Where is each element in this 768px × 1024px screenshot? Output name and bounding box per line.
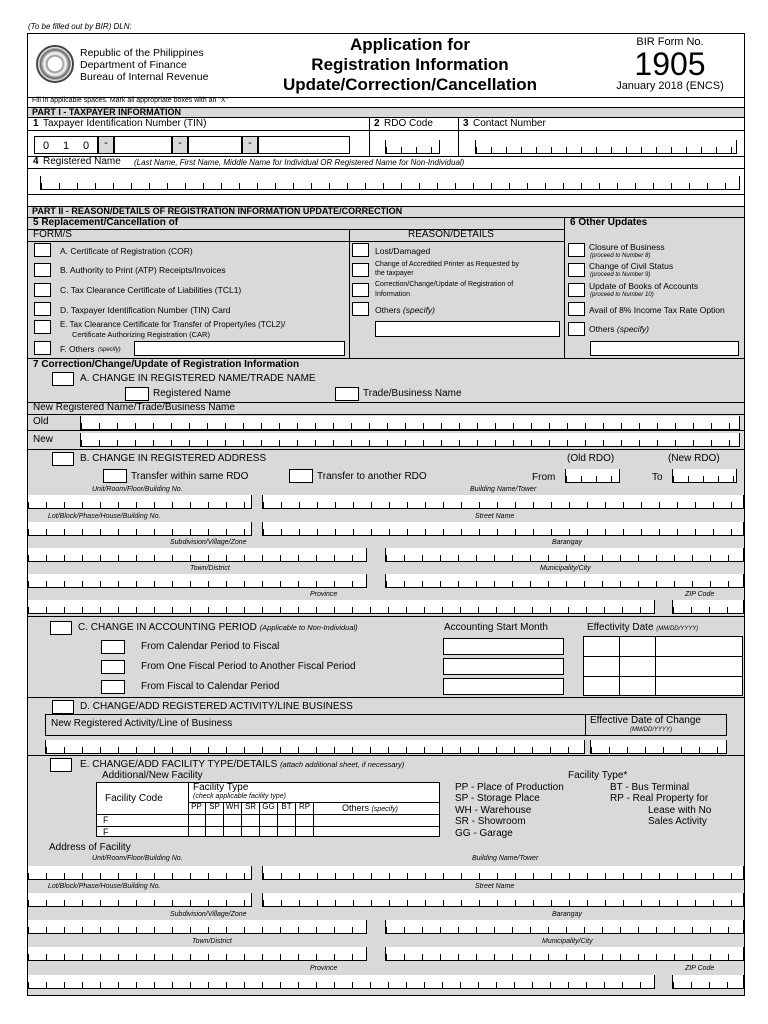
reason-others-specify: (specify) — [402, 305, 436, 315]
fiscal-to-calendar-label: From Fiscal to Calendar Period — [141, 681, 280, 692]
closure-checkbox[interactable] — [568, 243, 585, 257]
addr2-unit-input[interactable] — [27, 866, 252, 880]
new-rdo-label: (New RDO) — [668, 453, 720, 464]
addr1-lot-input[interactable] — [27, 522, 252, 536]
activity-eff-format: (MM/DD/YYYY) — [630, 727, 672, 733]
facility-legend-title: Facility Type* — [568, 770, 628, 781]
effectivity-format: (MM/DD/YYYY) — [656, 626, 699, 632]
legend-rp: RP - Real Property for — [610, 793, 709, 805]
change-facility-text: E. CHANGE/ADD FACILITY TYPE/DETAILS — [80, 759, 278, 770]
transfer-another-checkbox[interactable] — [289, 469, 313, 483]
change-facility-note: (attach additional sheet, if necessary) — [280, 760, 405, 769]
legend-rp-3: Sales Activity — [648, 816, 707, 828]
change-facility-title — [80, 759, 404, 770]
tin-digit-3: 0 — [83, 140, 90, 152]
legend-pp: PP - Place of Production — [455, 782, 564, 793]
closure-label: Closure of Business — [589, 242, 665, 252]
legend-rp-2: Lease with No — [648, 804, 712, 816]
form-e-label-2: Certificate Authorizing Registration (CAR) — [72, 330, 210, 339]
sec6-others-text: Others — [589, 324, 615, 334]
sec6-others-label — [589, 324, 649, 334]
addr2-subd-input[interactable] — [27, 920, 367, 934]
addr2-bldg-caption: Building Name/Tower — [472, 855, 539, 862]
facility-type-header: Facility Type — [193, 782, 249, 793]
reason-correction-label: Correction/Change/Update of Registration of — [375, 281, 514, 288]
name-number-label: 4 — [33, 156, 39, 167]
addr1-bldg-input[interactable] — [262, 495, 744, 509]
old-name-input[interactable] — [80, 416, 740, 430]
addr2-town-input[interactable] — [27, 947, 367, 961]
reason-correction-checkbox[interactable] — [352, 283, 369, 297]
new-rdo-input[interactable] — [672, 469, 737, 483]
form-f-specify: (specify) — [98, 347, 121, 353]
addr2-subd-caption: Subdivision/Village/Zone — [170, 911, 247, 918]
legend-sr: SR - Showroom — [455, 816, 526, 828]
civil-status-label: Change of Civil Status — [589, 261, 674, 271]
bir-seal-logo — [36, 45, 74, 83]
transfer-within-label: Transfer within same RDO — [131, 471, 249, 482]
effectivity-label — [587, 622, 698, 633]
addr2-unit-caption: Unit/Room/Floor/Building No. — [92, 855, 183, 862]
contact-number-input[interactable] — [475, 140, 737, 154]
forms-header: FORM/S — [33, 229, 72, 240]
agency-line-1: Republic of the Philippines — [80, 47, 204, 59]
agency-line-3: Bureau of Internal Revenue — [80, 71, 209, 83]
reason-others-label — [375, 305, 435, 315]
registered-name-option: Registered Name — [153, 388, 231, 399]
legend-gg: GG - Garage — [455, 827, 513, 839]
col-pp[interactable]: PP — [188, 802, 206, 837]
addr1-zip-caption: ZIP Code — [685, 591, 715, 598]
change-accounting-note: (Applicable to Non-Individual) — [259, 623, 358, 632]
acct-start-input-1[interactable] — [443, 638, 564, 655]
closure-note: (proceed to Number 8) — [590, 253, 651, 259]
acct-start-input-2[interactable] — [443, 658, 564, 675]
reason-correction-label-2: Information — [375, 291, 411, 298]
form-version: January 2018 (ENCS) — [616, 80, 724, 92]
addr1-lot-caption: Lot/Block/Phase/House/Building No. — [48, 513, 161, 520]
avail-8pct-label: Avail of 8% Income Tax Rate Option — [589, 305, 725, 315]
form-a-checkbox[interactable] — [34, 243, 51, 257]
addr1-subd-caption: Subdivision/Village/Zone — [170, 539, 247, 546]
col-gg[interactable]: GG — [260, 802, 278, 837]
form-c-checkbox[interactable] — [34, 283, 51, 297]
fiscal-to-calendar-checkbox[interactable] — [101, 680, 125, 694]
facility-others-text: Others — [342, 803, 370, 813]
form-e-label: E. Tax Clearance Certificate for Transfer of Property/ies (TCL2)/ — [60, 320, 286, 329]
form-b-checkbox[interactable] — [34, 263, 51, 277]
form-id-block — [600, 36, 740, 92]
addr1-prov-caption: Province — [310, 591, 338, 598]
old-rdo-label: (Old RDO) — [567, 453, 615, 464]
col-wh[interactable]: WH — [224, 802, 242, 837]
reason-lost-label: Lost/Damaged — [375, 246, 431, 256]
addr2-street-caption: Street Name — [475, 883, 515, 890]
addr1-brgy-caption: Barangay — [552, 539, 582, 546]
addr2-muni-input[interactable] — [385, 947, 744, 961]
form-c-label: C. Tax Clearance Certificate of Liabilities (TCL1) — [60, 285, 242, 295]
change-accounting-checkbox[interactable] — [50, 621, 72, 635]
facility-code-header: Facility Code — [105, 793, 163, 804]
to-rdo-label: To — [652, 472, 663, 483]
sec5-title: 5 Replacement/Cancellation of — [33, 217, 179, 228]
books-note: (proceed to Number 10) — [590, 292, 654, 298]
transfer-another-label: Transfer to another RDO — [317, 471, 427, 482]
new-name-input[interactable] — [80, 433, 740, 447]
registered-name-checkbox[interactable] — [125, 387, 149, 401]
facility-legend-right — [610, 782, 711, 828]
form-e-checkbox[interactable] — [34, 320, 51, 334]
effectivity-date-grid[interactable] — [583, 636, 743, 696]
addr2-zip-input[interactable] — [672, 975, 744, 989]
trade-name-option: Trade/Business Name — [363, 388, 462, 399]
addr1-unit-caption: Unit/Room/Floor/Building No. — [92, 486, 183, 493]
tin-digit-1: 0 — [43, 140, 50, 152]
addr1-town-caption: Town/District — [190, 565, 230, 572]
addr2-brgy-caption: Barangay — [552, 911, 582, 918]
calendar-to-fiscal-checkbox[interactable] — [101, 640, 125, 654]
reason-others-text: Others — [375, 305, 401, 315]
contact-number-label: 3 — [463, 118, 469, 129]
rdo-label: RDO Code — [384, 118, 433, 129]
reason-lost-checkbox[interactable] — [352, 243, 369, 257]
instructions: Fill in applicable spaces. Mark all appropriate boxes with an "X" — [32, 97, 229, 104]
reason-printer-label: Change of Accredited Printer as Requested by — [375, 261, 519, 268]
addr1-street-input[interactable] — [262, 522, 744, 536]
addr2-prov-caption: Province — [310, 965, 338, 972]
col-bt[interactable]: BT — [278, 802, 296, 837]
new-name-label: New Registered Name/Trade/Business Name — [33, 402, 235, 413]
books-label: Update of Books of Accounts — [589, 281, 699, 291]
reason-others-checkbox[interactable] — [352, 302, 369, 316]
rdo-number-label: 2 — [374, 118, 380, 129]
avail-8pct-checkbox[interactable] — [568, 302, 585, 316]
addr2-zip-caption: ZIP Code — [685, 965, 715, 972]
civil-status-checkbox[interactable] — [568, 263, 585, 277]
addr2-lot-input[interactable] — [27, 893, 252, 907]
tin-number-label: 1 — [33, 118, 39, 129]
new-name-row-label: New — [33, 434, 54, 445]
change-name-checkbox[interactable] — [52, 372, 74, 386]
tin-field-1[interactable] — [34, 136, 98, 154]
form-d-checkbox[interactable] — [34, 302, 51, 316]
reason-printer-checkbox[interactable] — [352, 263, 369, 277]
title-line-3: Update/Correction/Cancellation — [282, 75, 538, 94]
form-number: 1905 — [634, 46, 706, 82]
form-a-label: A. Certificate of Registration (COR) — [60, 246, 193, 256]
acct-start-label: Accounting Start Month — [444, 622, 548, 633]
agency-block — [80, 47, 208, 83]
form-b-label: B. Authority to Print (ATP) Receipts/Invoices — [60, 265, 226, 275]
new-activity-label: New Registered Activity/Line of Business — [51, 718, 233, 729]
tin-digit-2: 1 — [63, 140, 70, 152]
addr1-brgy-input[interactable] — [385, 548, 744, 562]
addr2-bldg-input[interactable] — [262, 866, 744, 880]
facility-row-1-prefix: F — [103, 815, 109, 825]
rdo-code-input[interactable] — [385, 140, 440, 154]
books-checkbox[interactable] — [568, 283, 585, 297]
legend-wh: WH - Warehouse — [455, 804, 532, 816]
activity-eff-label: Effective Date of Change — [590, 715, 701, 726]
addr2-town-caption: Town/District — [192, 938, 232, 945]
from-rdo-label: From — [532, 472, 556, 483]
change-activity-title: D. CHANGE/ADD REGISTERED ACTIVITY/LINE BUSINESS — [80, 701, 353, 712]
addr1-muni-input[interactable] — [385, 574, 744, 588]
change-name-title: A. CHANGE IN REGISTERED NAME/TRADE NAME — [80, 373, 316, 384]
dln-note: (To be filled out by BIR) DLN: — [28, 22, 132, 31]
addr1-zip-input[interactable] — [672, 600, 744, 614]
name-label: Registered Name — [43, 156, 121, 167]
legend-bt: BT - Bus Terminal — [610, 782, 690, 793]
title-line-1: Application for — [350, 35, 470, 54]
change-facility-checkbox[interactable] — [50, 758, 72, 772]
change-accounting-text: C. CHANGE IN ACCOUNTING PERIOD — [78, 622, 257, 633]
addr1-prov-input[interactable] — [27, 600, 655, 614]
new-activity-input[interactable] — [45, 740, 585, 754]
addr1-street-caption: Street Name — [475, 513, 515, 520]
facility-others-header — [342, 803, 398, 813]
addr1-subd-input[interactable] — [27, 548, 367, 562]
sec7-title: 7 Correction/Change/Update of Registration Information — [33, 359, 300, 370]
form-label: BIR Form No. — [636, 36, 704, 48]
facility-row-2-prefix: F — [103, 827, 109, 837]
sec6-others-specify: (specify) — [616, 324, 650, 334]
name-hint: (Last Name, First Name, Middle Name for Individual OR Registered Name for Non-Individual) — [134, 158, 465, 167]
col-rp[interactable]: RP — [296, 802, 314, 837]
acct-start-input-3[interactable] — [443, 678, 564, 695]
change-accounting-title — [78, 622, 358, 633]
fiscal-to-fiscal-label: From One Fiscal Period to Another Fiscal Period — [141, 661, 356, 672]
addr1-town-input[interactable] — [27, 574, 367, 588]
tin-field-4[interactable] — [258, 136, 350, 154]
fiscal-to-fiscal-checkbox[interactable] — [101, 660, 125, 674]
addr1-unit-input[interactable] — [27, 495, 252, 509]
tin-field-2[interactable] — [114, 136, 172, 154]
addr2-muni-caption: Municipality/City — [542, 938, 593, 945]
change-activity-checkbox[interactable] — [52, 700, 74, 714]
facility-type-note: (check applicable facility type) — [193, 793, 286, 800]
form-title — [250, 35, 570, 95]
addr2-brgy-input[interactable] — [385, 920, 744, 934]
form-d-label: D. Taxpayer Identification Number (TIN) Card — [60, 305, 231, 315]
title-line-2: Registration Information — [311, 55, 509, 74]
addr2-prov-input[interactable] — [27, 975, 655, 989]
contact-label: Contact Number — [473, 118, 546, 129]
reason-header: REASON/DETAILS — [408, 229, 494, 240]
calendar-to-fiscal-label: From Calendar Period to Fiscal — [141, 641, 280, 652]
col-sr[interactable]: SR — [242, 802, 260, 837]
change-address-title: B. CHANGE IN REGISTERED ADDRESS — [80, 453, 267, 464]
sec6-title: 6 Other Updates — [570, 217, 648, 228]
form-f-label: F. Others — [60, 344, 95, 354]
transfer-within-checkbox[interactable] — [103, 469, 127, 483]
facility-others-specify: (specify) — [371, 806, 398, 813]
trade-name-checkbox[interactable] — [335, 387, 359, 401]
part2-title: PART II - REASON/DETAILS OF REGISTRATION INFORMATION UPDATE/CORRECTION — [32, 206, 403, 216]
addr1-muni-caption: Municipality/City — [540, 565, 591, 572]
legend-sp: SP - Storage Place — [455, 793, 540, 805]
col-sp[interactable]: SP — [206, 802, 224, 837]
sec6-others-input[interactable] — [590, 341, 739, 356]
addr1-bldg-caption: Building Name/Tower — [470, 486, 537, 493]
facility-type-columns — [188, 802, 314, 837]
reason-printer-label-2: the taxpayer — [375, 270, 414, 277]
change-address-checkbox[interactable] — [52, 452, 74, 466]
agency-line-2: Department of Finance — [80, 59, 187, 71]
tin-label: Taxpayer Identification Number (TIN) — [43, 118, 207, 129]
form-others-input[interactable] — [134, 341, 345, 356]
registered-name-input[interactable] — [40, 176, 740, 190]
effectivity-text: Effectivity Date — [587, 622, 654, 633]
part1-title: PART I - TAXPAYER INFORMATION — [32, 107, 182, 117]
old-rdo-input[interactable] — [565, 469, 620, 483]
sec6-others-checkbox[interactable] — [568, 322, 585, 336]
civil-status-note: (proceed to Number 9) — [590, 272, 651, 278]
addr2-street-input[interactable] — [262, 893, 744, 907]
addr2-lot-caption: Lot/Block/Phase/House/Building No. — [48, 883, 161, 890]
reason-others-input[interactable] — [375, 321, 560, 337]
form-f-checkbox[interactable] — [34, 341, 51, 355]
old-name-label: Old — [33, 416, 49, 427]
additional-facility-label: Additional/New Facility — [102, 770, 203, 781]
activity-eff-input[interactable] — [590, 740, 727, 754]
facility-legend-left — [455, 782, 564, 839]
facility-address-title: Address of Facility — [49, 842, 131, 853]
tin-field-3[interactable] — [188, 136, 242, 154]
